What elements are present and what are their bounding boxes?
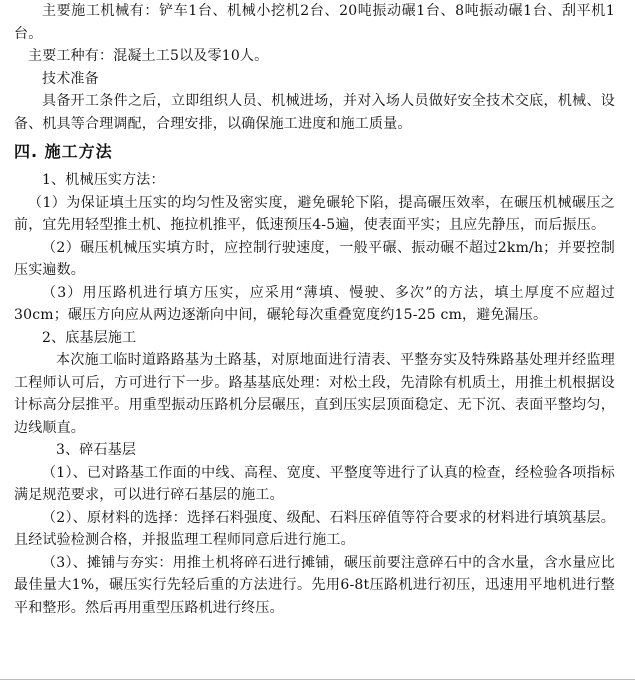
page-bottom-rule (0, 679, 635, 680)
gravel-item-1: （1）、已对路基工作面的中线、高程、宽度、平整度等进行了认真的检查，经检验各项指标满足规范要求，可以进行碎石基层的施工。 (14, 464, 615, 503)
machinery-paragraph: 主要施工机械有：铲车1台、机械小挖机2台、20吨振动碾1台、8吨振动碾1台、刮平机1台。 (14, 3, 615, 42)
section-heading: 四. 施工方法 (14, 142, 113, 161)
tech-prep-label: 技术准备 (42, 70, 99, 87)
compaction-item-1: （1）为保证填土压实的均匀性及密实度，避免碾轮下陷，提高碾压效率，在碾压机械碾压之前，宜先用轻型推土机、拖拉机推平，低速预压4-5遍，使表面平实；且应先静压，而后振压。 (14, 194, 615, 233)
workers-paragraph: 主要工种有：混凝土工5以及零10人。 (28, 48, 269, 64)
subsection-title-1: 1、机械压实方法： (42, 172, 165, 188)
compaction-item-2: （2）碾压机械压实填方时，应控制行驶速度，一般平碾、振动碾不超过2km/h；并要控制压实遍数。 (14, 239, 615, 278)
subbase-paragraph: 本次施工临时道路路基为土路基，对原地面进行清表、平整夯实及特殊路基处理并经监理工程师认可后，方可进行下一步。路基基底处理：对松土段，先清除有机质土，用推土机根据设计标高分层推平。用重型振动压路机分层碾压，直到压实层顶面稳定、无下沉、表面平整均匀，边线顺直。 (14, 352, 615, 436)
gravel-item-3: （3）、摊铺与夯实：用推土机将碎石进行摊铺，碾压前要注意碎石中的含水量，含水量应比最佳量大1%，碾压实行先轻后重的方法进行。先用6-8t压路机进行初压，迅速用平地机进行整平和整形。然后再用重型压路机进行终压。 (14, 554, 615, 616)
gravel-item-2: （2）、原材料的选择：选择石料强度、级配、石料压碎值等符合要求的材料进行填筑基层。且经试验检测合格，并报监理工程师同意后进行施工。 (14, 509, 615, 548)
tech-prep-paragraph: 具备开工条件之后，立即组织人员、机械进场，并对入场人员做好安全技术交底，机械、设备、机具等合理调配，合理安排，以确保施工进度和施工质量。 (14, 93, 615, 132)
subsection-title-2: 2、底基层施工 (42, 329, 137, 346)
subsection-title-3: 3、碎石基层 (56, 442, 137, 458)
compaction-item-3: （3）用压路机进行填方压实，应采用“薄填、慢驶、多次”的方法，填土厚度不应超过30cm；碾压方向应从两边逐渐向中间，碾轮每次重叠宽度约15-25 cm，避免漏压。 (14, 284, 615, 323)
